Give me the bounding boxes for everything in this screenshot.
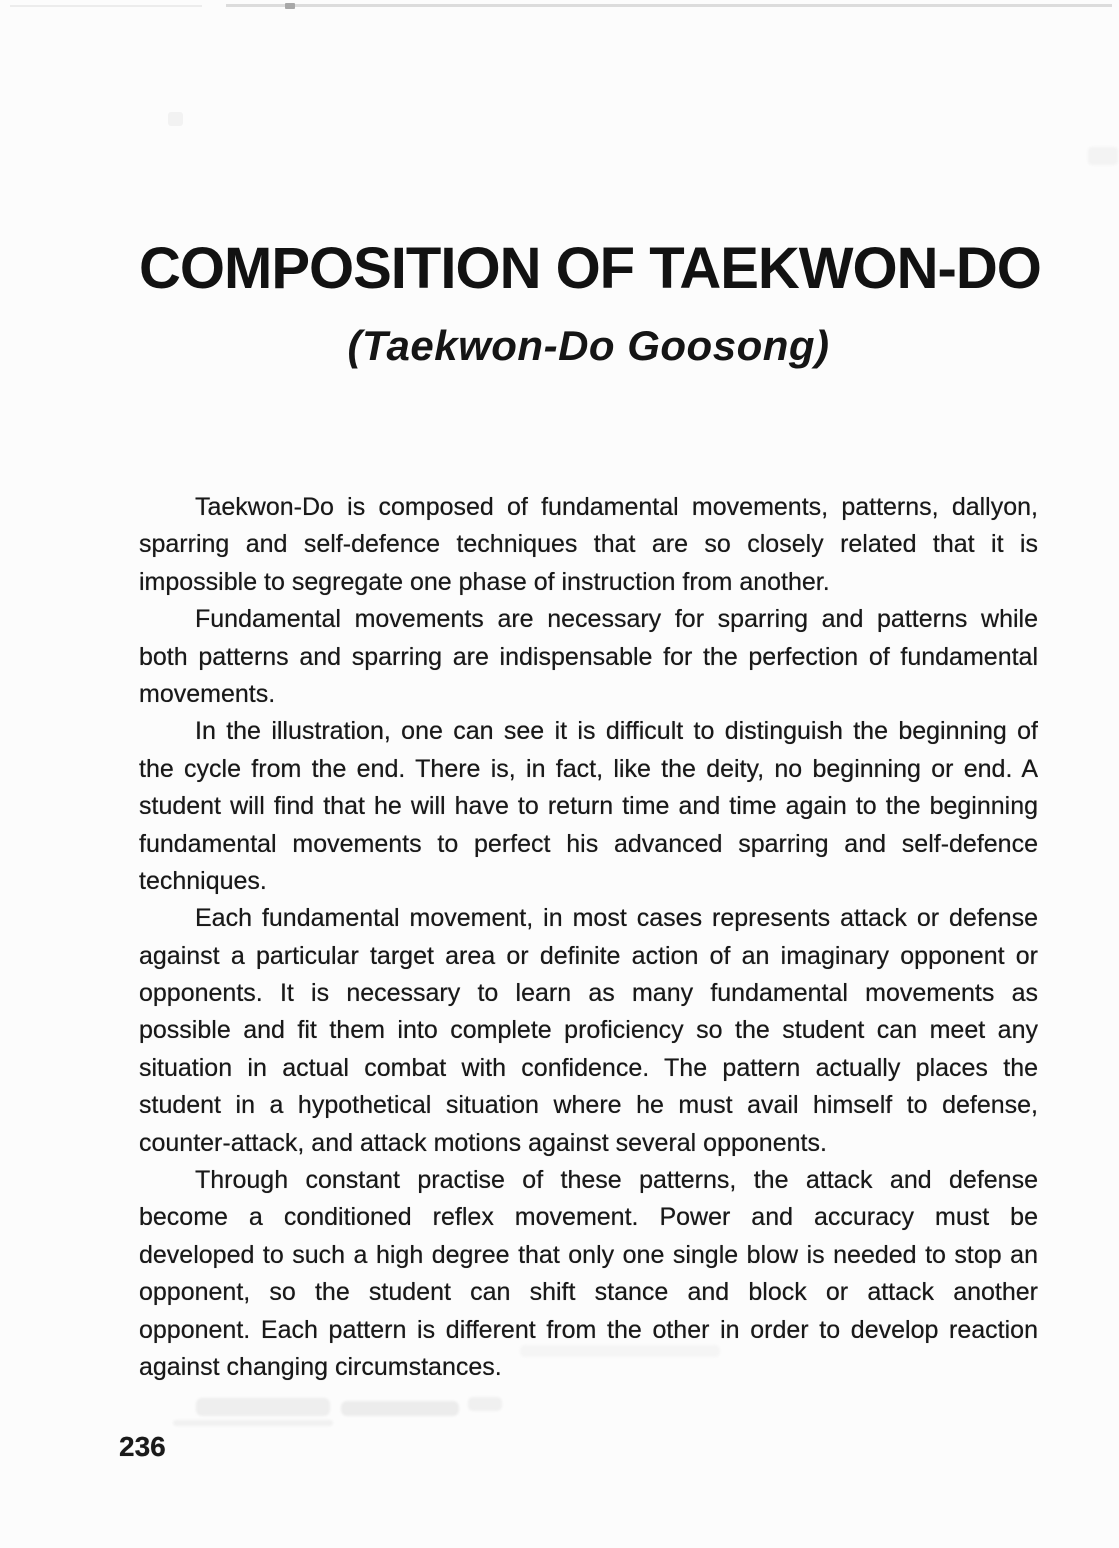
text-line: Taekwon-Do is composed of fundamental movements, patterns, dallyon, — [195, 493, 1038, 521]
text-line: impossible to segregate one phase of instruction from another. — [139, 567, 830, 596]
scan-artifact-smudge — [196, 1398, 330, 1416]
text-line: In the illustration, one can see it is difficult to distinguish the beginning of — [195, 717, 1038, 746]
scan-artifact-right-smear — [1088, 147, 1118, 165]
page-subtitle: (Taekwon-Do Goosong) — [347, 322, 830, 369]
scan-artifact-smudge — [341, 1401, 459, 1416]
text-line: possible and fit them into complete proficiency so the student can meet any — [139, 1016, 1038, 1045]
text-line: sparring and self-defence techniques that are so closely related that it is — [139, 530, 1038, 559]
page-number: 236 — [119, 1431, 166, 1462]
text-line: counter-attack, and attack motions against several opponents. — [139, 1128, 827, 1157]
text-line: both patterns and sparring are indispensable for the perfection of fundamental — [139, 642, 1038, 671]
text-line: movements. — [139, 679, 276, 708]
text-line: against changing circumstances. — [139, 1352, 502, 1381]
text-line: fundamental movements to perfect his advanced sparring and self-defence — [139, 829, 1038, 858]
text-line: the cycle from the end. There is, in fact, like the deity, no beginning or end. A — [139, 754, 1038, 783]
text-line: opponent. Each pattern is different from the other in order to develop reaction — [139, 1315, 1038, 1344]
text-line: become a conditioned reflex movement. Power and accuracy must be — [139, 1203, 1038, 1232]
text-line: techniques. — [139, 866, 267, 895]
text-line: opponent, so the student can shift stance and block or attack another — [139, 1278, 1038, 1307]
scan-artifact-smudge — [173, 1420, 333, 1426]
scan-artifact-top-line-left — [10, 5, 202, 7]
text-line: student in a hypothetical situation where he must avail himself to defense, — [139, 1091, 1038, 1120]
text-line: Through constant practise of these patterns, the attack and defense — [195, 1166, 1038, 1195]
text-line: against a particular target area or definite action of an imaginary opponent or — [139, 941, 1038, 970]
text-line: situation in actual combat with confidence. The pattern actually places the — [139, 1053, 1038, 1082]
text-line: Fundamental movements are necessary for sparring and patterns while — [195, 605, 1038, 634]
scan-artifact-smudge — [468, 1397, 502, 1411]
page-title: COMPOSITION OF TAEKWON-DO — [139, 236, 1041, 301]
text-line: student will find that he will have to return time and time again to the beginning — [139, 792, 1038, 821]
text-line: opponents. It is necessary to learn as many fundamental movements as — [139, 979, 1038, 1008]
scan-artifact-top-line-right — [226, 4, 1112, 7]
scan-artifact-blob — [168, 112, 183, 126]
scan-artifact-top-tick — [285, 3, 295, 9]
text-line: Each fundamental movement, in most cases represents attack or defense — [195, 904, 1038, 933]
body-text — [139, 489, 1038, 1386]
text-line: developed to such a high degree that only one single blow is needed to stop an — [139, 1240, 1038, 1269]
